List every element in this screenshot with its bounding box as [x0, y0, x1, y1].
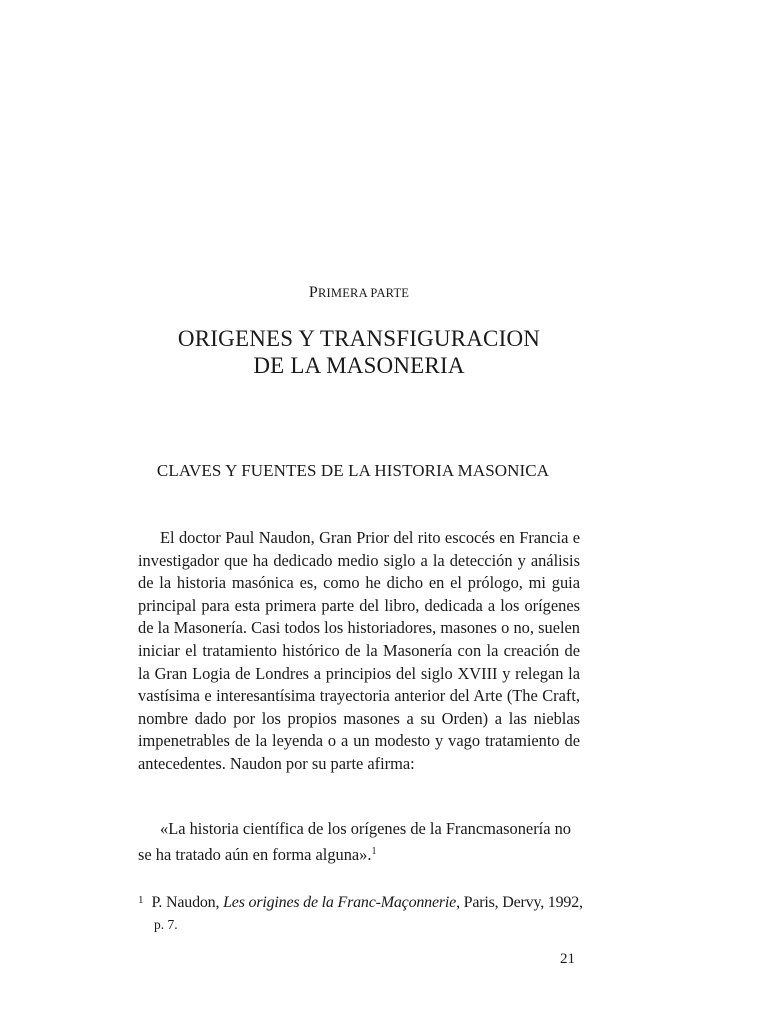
- footnote-mark: 1: [138, 894, 144, 906]
- footnote-page: p. 7.: [154, 917, 178, 932]
- part-label-rest: RIMERA PARTE: [317, 286, 410, 300]
- footnote-publication: , Paris, Dervy, 1992,: [456, 894, 583, 911]
- footnote-work-title: Les origines de la Franc-Maçonnerie: [223, 894, 457, 911]
- footnote-author: P. Naudon,: [151, 894, 224, 911]
- page-number: 21: [560, 951, 575, 967]
- chapter-title: [0, 325, 718, 379]
- section-title: CLAVES Y FUENTES DE LA HISTORIA MASONICA: [156, 461, 550, 480]
- quote-text: «La historia científica de los orígenes de la Francmasonería no se ha tratado aún en forma alguna».: [138, 819, 571, 864]
- quote-paragraph: [138, 818, 580, 866]
- footnote: [138, 889, 588, 936]
- chapter-title-line-1: ORIGENES Y TRANSFIGURACION: [177, 326, 541, 351]
- body-paragraph: El doctor Paul Naudon, Gran Prior del rito escocés en Francia e investigador que ha dedicado medio siglo a la detección y análisis de la historia masónica es, como he dicho en el prólogo, mi guia principal para esta primera parte del libro, dedicada a los orígenes de la Masonería. Casi todos los historiadores, masones o no, suelen iniciar el tratamiento histórico de la Masonería con la creación de la Gran Logia de Londres a principios del siglo XVIII y relegan la vastísima e interesantísima trayectoria anterior del Arte (The Craft, nombre dado por los propios masones a su Orden) a las nieblas impenetrables de la leyenda o a un modesto y vago tratamiento de antecedentes. Naudon por su parte afirma:: [138, 528, 580, 773]
- part-label-initial: P: [308, 284, 318, 301]
- chapter-title-line-2: DE LA MASONERIA: [253, 353, 465, 378]
- footnote-reference: 1: [371, 845, 377, 857]
- part-label: [0, 284, 718, 302]
